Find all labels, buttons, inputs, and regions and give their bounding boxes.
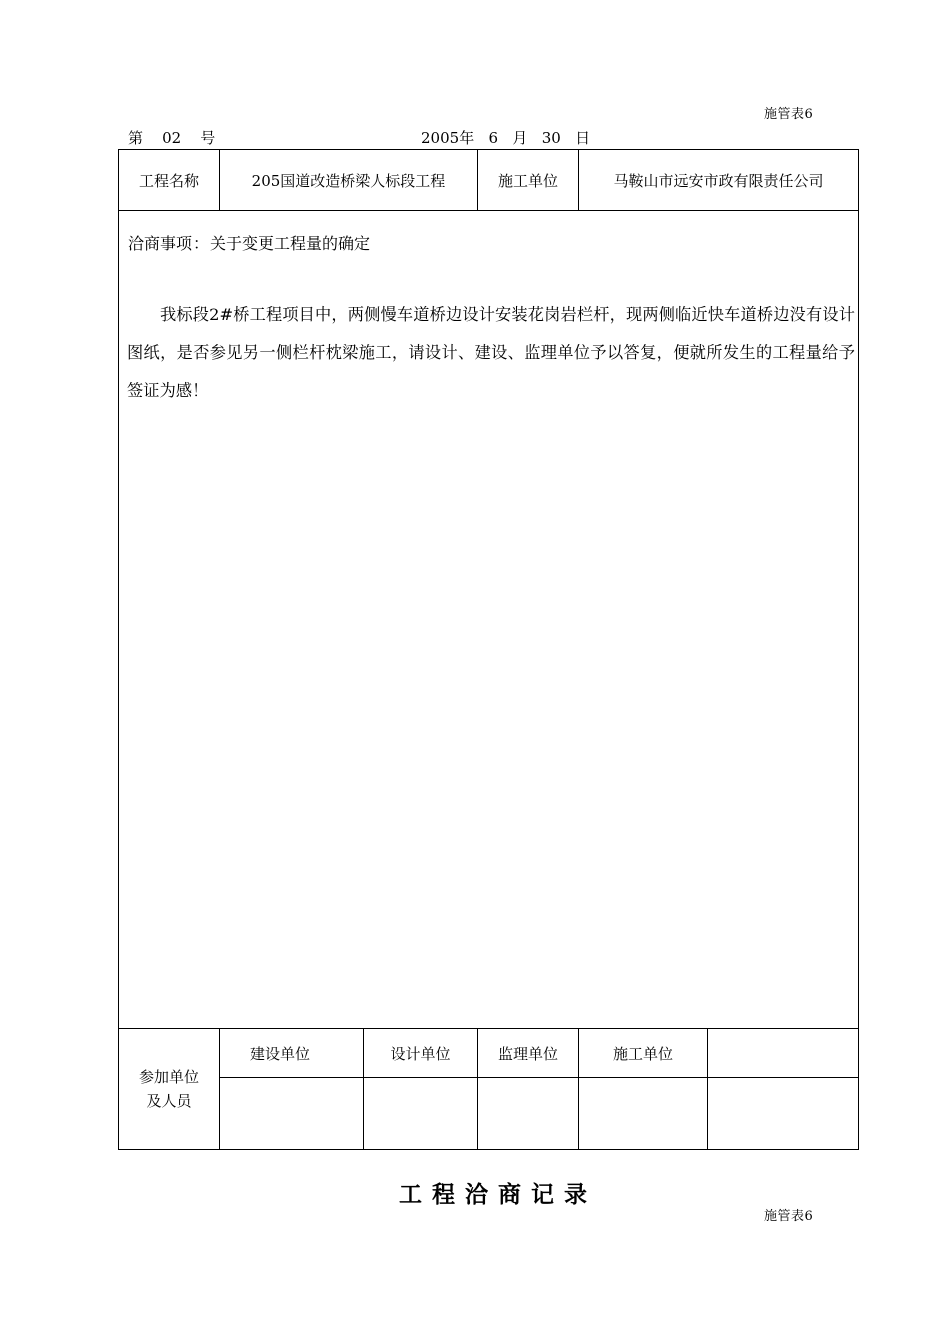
date-year-label: 年 bbox=[459, 129, 475, 147]
subject-line: 洽商事项：关于变更工程量的确定 bbox=[128, 234, 371, 253]
participant-designer: 设计单位 bbox=[390, 1044, 451, 1063]
form-number-bottom: 施管表6 bbox=[764, 1209, 814, 1224]
participant-supervisor: 监理单位 bbox=[497, 1044, 558, 1063]
body-paragraph: 我标段2#桥工程项目中，两侧慢车道桥边设计安装花岗岩栏杆，现两侧临近快车道桥边没有设计图纸，是否参见另一侧栏杆枕梁施工，请设计、建设、监理单位予以答复，便就所发生的工程量给予签证为感！ bbox=[127, 305, 855, 400]
page-title: 工程洽商记录 bbox=[399, 1181, 597, 1208]
record-date bbox=[421, 127, 590, 148]
contractor-label: 施工单位 bbox=[497, 171, 558, 190]
participants-label-line1: 参加单位 bbox=[138, 1068, 199, 1086]
project-name-label: 工程名称 bbox=[138, 171, 199, 190]
number-label: 第 bbox=[128, 129, 144, 147]
participant-contractor: 施工单位 bbox=[612, 1044, 673, 1063]
date-year: 2005 bbox=[421, 129, 460, 147]
row-divider-participant-names bbox=[219, 1077, 858, 1078]
project-name-value: 205国道改造桥梁人标段工程 bbox=[251, 171, 446, 190]
date-day: 30 bbox=[541, 129, 561, 147]
participant-owner: 建设单位 bbox=[249, 1044, 310, 1063]
date-month: 6 bbox=[488, 129, 499, 147]
participants-label-line2: 及人员 bbox=[146, 1092, 192, 1110]
number-value: 02 bbox=[162, 129, 182, 147]
date-month-label: 月 bbox=[512, 129, 528, 147]
contractor-value: 马鞍山市远安市政有限责任公司 bbox=[613, 171, 824, 190]
form-number-top: 施管表6 bbox=[764, 107, 814, 122]
row-divider-header bbox=[119, 210, 858, 211]
subject-value: 关于变更工程量的确定 bbox=[210, 234, 371, 253]
participants-label bbox=[119, 1029, 219, 1149]
subject-label: 洽商事项 bbox=[128, 234, 193, 253]
number-suffix: 号 bbox=[200, 129, 216, 147]
date-day-label: 日 bbox=[575, 129, 591, 147]
record-number bbox=[128, 127, 215, 148]
participant-extra bbox=[708, 1029, 858, 1077]
